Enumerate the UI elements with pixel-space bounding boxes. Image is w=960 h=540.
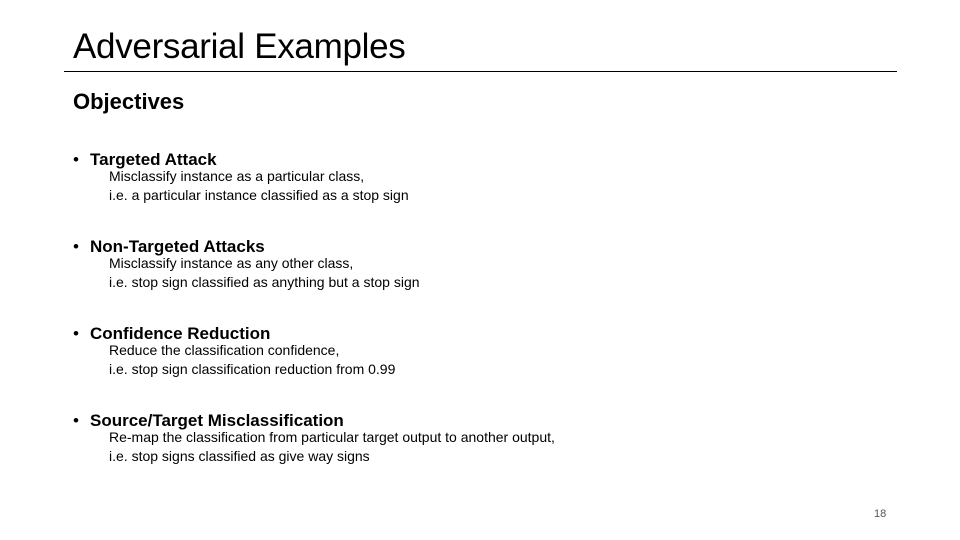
- slide-title: Adversarial Examples: [73, 27, 406, 66]
- objective-example: i.e. stop signs classified as give way signs: [109, 448, 370, 464]
- bullet-icon: •: [73, 150, 79, 169]
- objective-example: i.e. stop sign classification reduction from 0.99: [109, 361, 396, 377]
- section-heading: Objectives: [73, 89, 185, 114]
- objective-example: i.e. a particular instance classified as a stop sign: [109, 187, 409, 203]
- objective-heading: Confidence Reduction: [90, 324, 271, 343]
- objective-description: Misclassify instance as any other class,: [109, 255, 354, 271]
- page-number: 18: [874, 508, 887, 520]
- bullet-icon: •: [73, 237, 79, 256]
- objective-description: Misclassify instance as a particular class,: [109, 168, 365, 184]
- objective-heading: Non-Targeted Attacks: [90, 237, 265, 256]
- objective-example: i.e. stop sign classified as anything but a stop sign: [109, 274, 420, 290]
- title-divider: [64, 71, 897, 72]
- objective-description: Re-map the classification from particular target output to another output,: [109, 429, 555, 445]
- bullet-icon: •: [73, 324, 79, 343]
- objective-heading: Targeted Attack: [90, 150, 217, 169]
- objective-description: Reduce the classification confidence,: [109, 342, 340, 358]
- bullet-icon: •: [73, 411, 79, 430]
- objective-heading: Source/Target Misclassification: [90, 411, 344, 430]
